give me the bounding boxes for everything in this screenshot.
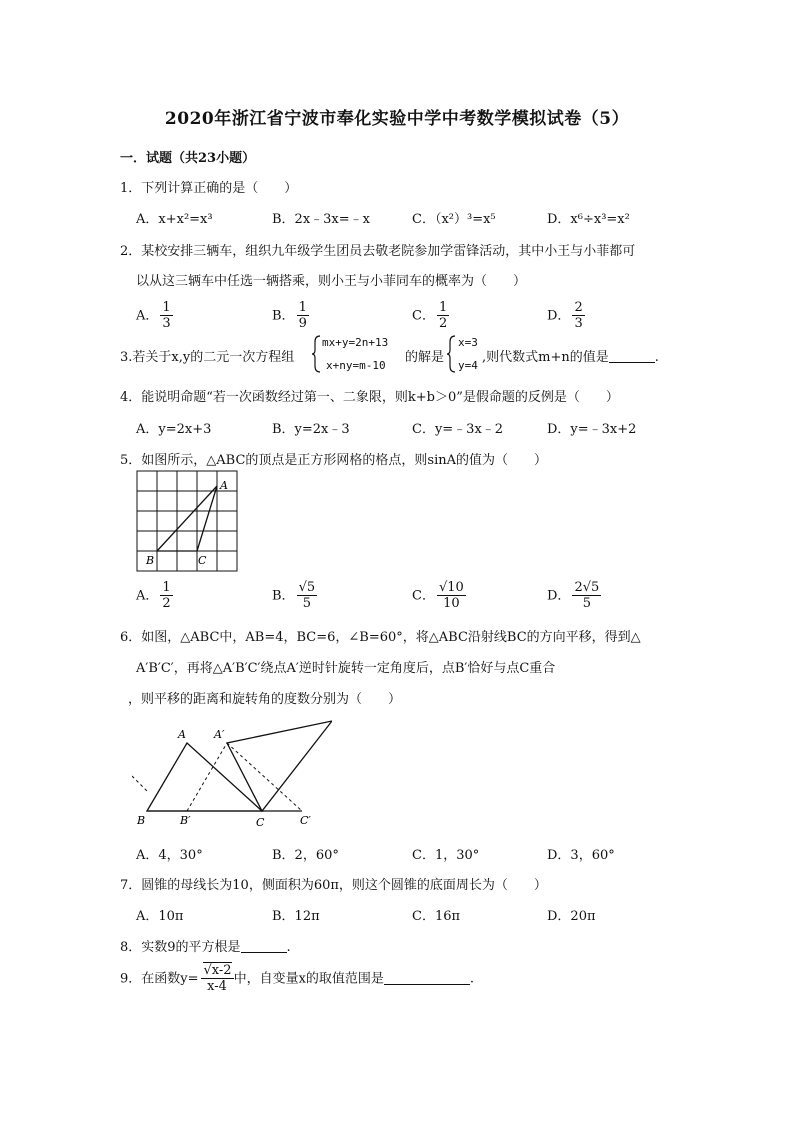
- option-label: A．: [136, 308, 159, 324]
- fraction: [572, 300, 584, 332]
- denominator: 9: [298, 316, 307, 331]
- question-4-option-b: B．y=2x﹣3: [272, 422, 350, 437]
- denominator: 5: [582, 596, 591, 611]
- numerator: 2√5: [574, 580, 600, 595]
- question-7-option-c: C．16π: [412, 909, 461, 924]
- question-7-option-d: D．20π: [547, 909, 596, 924]
- question-1-option-b: B．2x﹣3x=﹣x: [272, 212, 370, 227]
- option-label: B．: [272, 588, 295, 604]
- sqrt-expression: √x-2: [203, 963, 232, 978]
- numerator: 1: [438, 300, 448, 315]
- question-3-suffix: [482, 346, 659, 365]
- label-b: B: [137, 814, 146, 827]
- denominator: 3: [162, 316, 171, 331]
- label-a-prime: A′: [214, 728, 225, 741]
- exam-title: 2020年浙江省宁波市奉化实验中学中考数学模拟试卷（5）: [164, 109, 630, 129]
- question-8-stem: 8．实数9的平方根是: [120, 940, 241, 955]
- translated-triangle: [132, 743, 302, 811]
- fraction: [160, 300, 172, 332]
- question-6-line-1: 6．如图，△ABC中，AB=4，BC=6，∠B=60°，将△ABC沿射线BC的方向平移，得到△: [120, 630, 641, 645]
- grid-figure: [136, 470, 242, 574]
- question-6-option-d: D．3，60°: [547, 848, 615, 863]
- left-brace: [312, 334, 322, 374]
- section-heading: 一．试题（共23小题）: [120, 151, 256, 166]
- denominator: 10: [443, 596, 460, 611]
- denominator: 5: [302, 596, 311, 611]
- fraction: [572, 580, 601, 612]
- option-label: D．: [547, 308, 571, 324]
- option-label: A．: [136, 588, 159, 604]
- label-c: C: [256, 816, 265, 829]
- question-5-stem: 5．如图所示，△ABC的顶点是正方形网格的格点，则sinA的值为（ ）: [120, 453, 547, 468]
- period: .: [654, 350, 659, 365]
- denominator: x-4: [207, 979, 227, 994]
- label-c: C: [198, 554, 207, 567]
- question-2-option-d: [547, 300, 585, 332]
- denominator: 3: [574, 316, 583, 331]
- option-label: C．: [412, 308, 435, 324]
- solution-x: x=3: [458, 336, 478, 349]
- triangle-abc: [157, 486, 217, 551]
- question-2-option-c: [412, 300, 449, 332]
- period: .: [469, 971, 475, 987]
- question-9-suffix: 中，自变量x的取值范围是: [233, 971, 384, 987]
- label-a: A: [178, 728, 186, 741]
- question-3-prefix: 3.若关于x,y的二元一次方程组: [120, 350, 295, 365]
- question-1-stem: 1．下列计算正确的是（ ）: [120, 181, 298, 196]
- question-2-line-1: 2．某校安排三辆车，组织九年级学生团员去敬老院参加学雷锋活动，其中小王与小菲都可: [120, 244, 636, 259]
- label-b-prime: B′: [180, 814, 191, 827]
- answer-blank[interactable]: [384, 972, 470, 985]
- solution-y: y=4: [458, 359, 478, 372]
- rotated-triangle: [227, 721, 332, 811]
- question-4-option-d: D．y=﹣3x+2: [547, 422, 637, 437]
- label-b: B: [146, 554, 155, 567]
- question-4-stem: 4．能说明命题“若一次函数经过第一、二象限，则k+b＞0”是假命题的反例是（ ）: [120, 390, 619, 405]
- question-5-option-a: [136, 580, 173, 612]
- question-7-option-b: B．12π: [272, 909, 320, 924]
- question-1-option-a: A．x+x²=x³: [136, 212, 213, 227]
- question-3-suffix-text: ,则代数式m+n的值是: [482, 350, 609, 365]
- numerator: 1: [162, 580, 171, 595]
- equation-2: x+ny=m-10: [326, 359, 386, 372]
- numerator: √5: [298, 580, 316, 595]
- fraction: [297, 580, 318, 612]
- label-c-prime: C′: [300, 814, 311, 827]
- translation-rotation-figure: [132, 716, 332, 832]
- question-2-option-a: [136, 300, 173, 332]
- question-6-option-c: C．1，30°: [412, 848, 480, 863]
- equation-1: mx+y=2n+13: [322, 336, 389, 349]
- question-5-option-b: [272, 580, 317, 612]
- numerator: 1: [298, 300, 307, 315]
- question-6-line-3: ，则平移的距离和旋转角的度数分别为（ ）: [128, 692, 402, 707]
- numerator: 1: [162, 300, 171, 315]
- question-2-line-2: 以从这三辆车中任选一辆搭乘，则小王与小菲同车的概率为（ ）: [136, 274, 527, 289]
- denominator: 2: [438, 316, 448, 331]
- fraction: [201, 963, 234, 995]
- period: .: [286, 940, 291, 955]
- question-3-mid: 的解是: [405, 350, 445, 365]
- numerator: √10: [438, 580, 464, 595]
- question-4-option-c: C．y=﹣3x﹣2: [412, 422, 504, 437]
- question-2-option-b: [272, 300, 309, 332]
- numerator: [201, 963, 234, 979]
- question-1-option-d: D．x⁶÷x³=x²: [547, 212, 630, 227]
- question-4-option-a: A．y=2x+3: [136, 422, 212, 437]
- numerator: 2: [574, 300, 583, 315]
- option-label: D．: [547, 588, 571, 604]
- question-6-option-a: A．4，30°: [136, 848, 203, 863]
- denominator: 2: [162, 596, 171, 611]
- question-6-line-2: A′B′C′，再将△A′B′C′绕点A′逆时针旋转一定角度后，点B′恰好与点C重合: [136, 661, 556, 676]
- fraction: [160, 580, 172, 612]
- fraction: [297, 300, 309, 332]
- option-label: B．: [272, 308, 295, 324]
- question-7-stem: 7．圆锥的母线长为10，侧面积为60π，则这个圆锥的底面周长为（ ）: [120, 878, 547, 893]
- question-9: [120, 963, 474, 995]
- answer-blank[interactable]: [609, 350, 655, 363]
- option-label: C．: [412, 588, 435, 604]
- question-5-option-d: [547, 580, 601, 612]
- left-brace: [447, 334, 457, 374]
- fraction: [437, 580, 466, 612]
- label-a: A: [220, 479, 228, 492]
- fraction: [437, 300, 449, 332]
- question-8: [120, 936, 291, 955]
- question-6-option-b: B．2，60°: [272, 848, 339, 863]
- question-7-option-a: A．10π: [136, 909, 184, 924]
- answer-blank[interactable]: [241, 940, 287, 953]
- question-1-option-c: C．（x²）³=x⁵: [412, 212, 496, 227]
- question-5-option-c: [412, 580, 466, 612]
- question-9-prefix: 9．在函数y=: [120, 971, 199, 987]
